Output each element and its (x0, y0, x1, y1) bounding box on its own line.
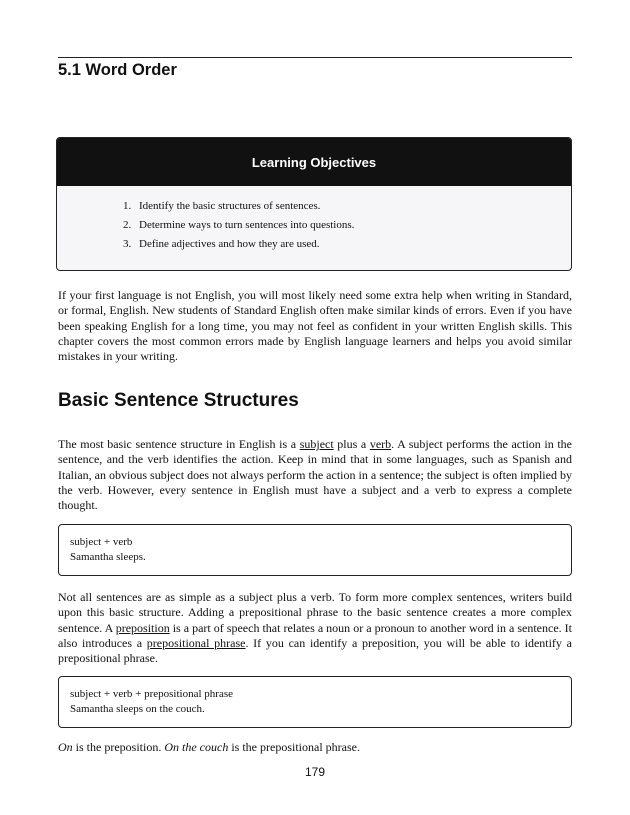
objective-item: 3. Define adjectives and how they are used. (123, 238, 320, 250)
example-formula: subject + verb (70, 536, 133, 548)
prepositional-phrase-link[interactable]: prepositional phrase (146, 635, 246, 650)
basic-paragraph-2: Not all sentences are as simple as a subject plus a verb. To form more complex sentences, writers build upon this basic structure. Adding a prepositional phrase to the basic sentence creates a more complex sentence. A preposition is a part of speech that relates a noun or a pronoun to another word in a sentence. It also introduces a prepositional phrase. If you can identify a preposition, you will be able to identify a prepositional phrase. (58, 590, 573, 666)
top-rule (58, 57, 572, 58)
example-sentence: Samantha sleeps on the couch. (70, 703, 205, 715)
basic-paragraph-3: On is the preposition. On the couch is the prepositional phrase. (58, 740, 360, 754)
basic-paragraph-1: The most basic sentence structure in English is a subject plus a verb. A subject performs the action in the sentence, and the verb identifies the action. Keep in mind that in some languages, such as Spanish and Italian, an obvious subject does not always perform the action in a sentence; the subject is often implied by the verb. However, every sentence in English must have a subject and a verb to express a complete thought. (58, 437, 572, 513)
intro-paragraph: If your first language is not English, you will most likely need some extra help when writing in Standard, or formal, English. New students of Standard English often make similar kinds of errors. Even if you have been speaking English for a long time, you may not feel as confident in your written English skills. This chapter covers the most common errors made by English language learners and helps you avoid similar mistakes in your writing. (58, 288, 572, 364)
example-formula: subject + verb + prepositional phrase (70, 688, 234, 700)
page-number: 179 (304, 765, 326, 779)
objective-item: 1. Identify the basic structures of sentences. (123, 200, 321, 212)
verb-link[interactable]: verb (369, 437, 392, 451)
example-box-2 (58, 676, 572, 728)
learning-objectives-list (57, 197, 571, 254)
learning-objectives-title: Learning Objectives (57, 138, 571, 186)
basic-sentence-heading: Basic Sentence Structures (58, 390, 299, 411)
example-sentence: Samantha sleeps. (70, 551, 146, 563)
subject-link[interactable]: subject (299, 437, 334, 451)
section-title: 5.1 Word Order (58, 61, 177, 79)
learning-objectives-box (56, 137, 572, 271)
objective-item: 2. Determine ways to turn sentences into questions. (123, 219, 355, 231)
example-box-1 (58, 524, 572, 576)
preposition-link[interactable]: preposition (115, 620, 170, 635)
